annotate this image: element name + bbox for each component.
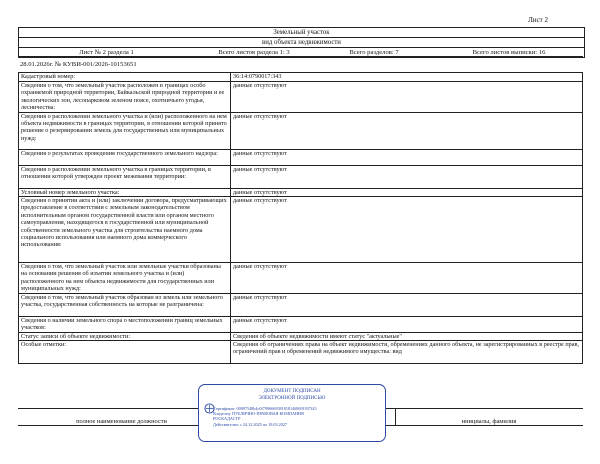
row-label: Сведения о том, что земельный участок образован из земель или земельного участка, государственная собственность на которые не разграничена: (19, 293, 231, 316)
cadastral-value: 36:14:0790017:343 (231, 73, 583, 82)
row-value: данные отсутствуют (231, 197, 583, 263)
electronic-signature-stamp (198, 384, 386, 442)
row-label: Сведения о принятии акта и (или) заключении договора, предусматривающих предоставление в соответствии с земельным законодательством исполнительным органом государственной власти или органом местного самоуправления, находящегося в государственной или муниципальной собственности земельного участка для строительства наемного дома социального использования или наемного дома коммерческого использования: (19, 197, 231, 263)
stamp-owner: Владелец: ПУБЛИЧНО-ПРАВОВАЯ КОМПАНИЯ (213, 411, 304, 417)
row-label: Сведения о расположении земельного участка и (или) расположенного на нем объекта недвижимости в границах территории, в отношении которой принято решение о резервировании земель для государственных или муниципальных нужд: (19, 112, 231, 149)
table-row (19, 197, 583, 263)
stamp-line2: ЭЛЕКТРОННОЙ ПОДПИСЬЮ (258, 396, 326, 401)
row-value: данные отсутствуют (231, 263, 583, 294)
row-value: данные отсутствуют (231, 149, 583, 165)
stamp-owner2: РОСКАДАСТР (213, 416, 241, 422)
document-header (18, 27, 585, 58)
row-label: Сведения о расположении земельного участка в границах территории, в отношении которой утвержден проект межевания территории: (19, 165, 231, 188)
sheets-in-section: Всего листов раздела 1: 3 (218, 49, 290, 56)
name-caption: инициалы, фамилия (461, 418, 517, 425)
row-value: данные отсутствуют (231, 112, 583, 149)
row-label: Статус записи об объекте недвижимости: (19, 332, 231, 340)
row-label: Сведения о наличии земельного спора о местоположении границ земельных участков: (19, 316, 231, 332)
table-row (19, 293, 583, 316)
row-value: данные отсутствуют (231, 82, 583, 113)
divider (18, 56, 583, 57)
details-table (18, 72, 583, 364)
sheet-label: Лист 2 (528, 16, 548, 24)
object-title: Земельный участок (19, 28, 584, 38)
stamp-line1: ДОКУМЕНТ ПОДПИСАН (263, 389, 321, 394)
table-row (19, 73, 583, 82)
table-row (19, 316, 583, 332)
table-row (19, 165, 583, 188)
row-value: данные отсутствуют (231, 316, 583, 332)
row-value: Сведения об объекте недвижимости имеют статус "актуальные" (231, 332, 583, 340)
table-row (19, 82, 583, 113)
object-subtitle: вид объекта недвижимости (19, 38, 584, 48)
row-value: данные отсутствуют (231, 188, 583, 196)
position-caption: полное наименование должности (76, 418, 167, 425)
row-value: данные отсутствуют (231, 293, 583, 316)
cadastral-label: Кадастровый номер: (19, 73, 231, 82)
total-sections: Всего разделов: 7 (349, 49, 399, 56)
row-value: Сведения об ограничениях права на объект недвижимости, обременениях данного объекта, не зарегистрированных в реестре прав, ограничений прав и обременений недвижимого имущества: вид (231, 341, 583, 364)
table-row (19, 263, 583, 294)
total-sheets: Всего листов выписки: 16 (472, 49, 546, 56)
table-row (19, 149, 583, 165)
row-label: Сведения о том, что земельный участок или земельные участки образованы на основании решения об изъятии земельного участка и (или) расположенного на нем объекта недвижимости для государственных или муниципальных нужд: (19, 263, 231, 294)
row-label: Сведения о том, что земельный участок расположен в границах особо охраняемой природной территории, Байкальской природной территории и ее экологических зон, лесопарковом зеленом поясе, охотничьего угодья, лесничества: (19, 82, 231, 113)
registration-number: 28.01.2026г. № КУВИ-001/2026-10153651 (20, 61, 137, 68)
row-label: Особые отметки: (19, 341, 231, 364)
stamp-cert: Сертификат: 00997548b4c0f79966695818181469691937f43 (213, 406, 317, 411)
table-row (19, 341, 583, 364)
row-label: Сведения о результатах проведения государственного земельного надзора: (19, 149, 231, 165)
stamp-details (213, 406, 381, 427)
stamp-valid: Действителен: с 24.12.2025 по 19.03.2027 (213, 421, 288, 427)
sheet-section: Лист № 2 раздела 1 (79, 49, 134, 56)
row-value: данные отсутствуют (231, 165, 583, 188)
table-row (19, 188, 583, 196)
table-row (19, 332, 583, 340)
row-label: Условный номер земельного участка: (19, 188, 231, 196)
table-row (19, 112, 583, 149)
